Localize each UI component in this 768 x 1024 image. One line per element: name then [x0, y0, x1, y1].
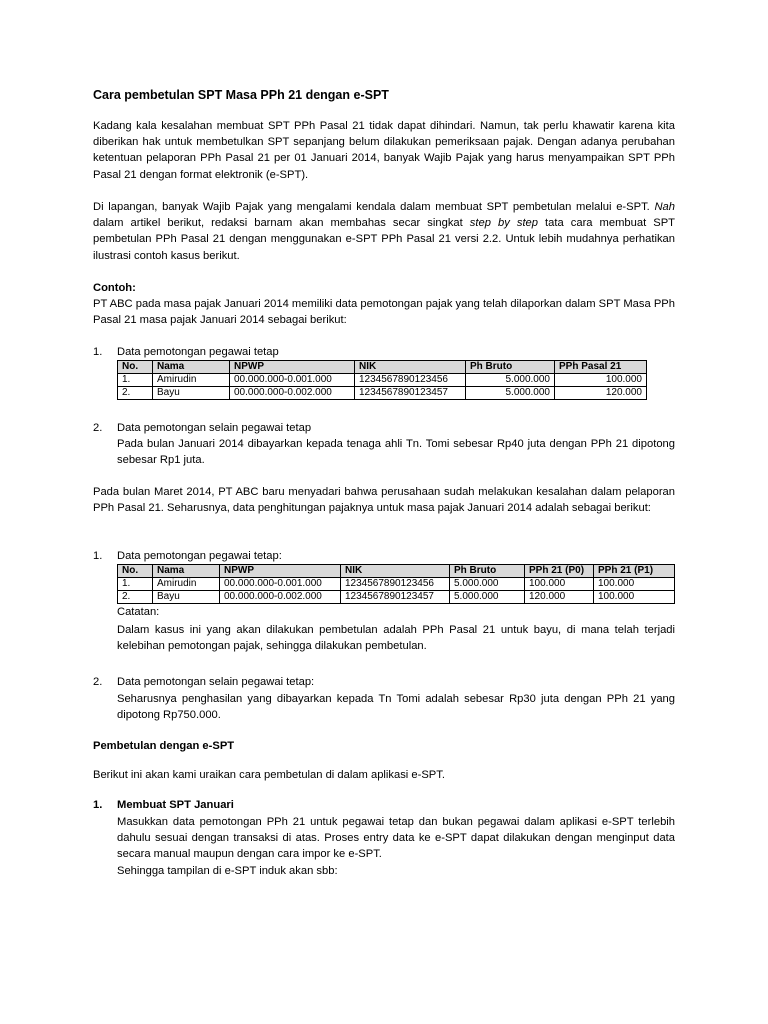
list1-item2-label: Data pemotongan selain pegawai tetap [117, 422, 312, 434]
catatan-label: Catatan: [117, 606, 160, 618]
lapangan-text-c: tata cara membuat SPT pembetulan PPh Pasal 21 dengan menggunakan e-SPT PPh Pasal 21 versi 2.2. Untuk lebih mudahnya perhatikan ilustrasi contoh kasus berikut. [93, 217, 675, 262]
list1-item1-label: Data pemotongan pegawai tetap [117, 346, 279, 358]
table-header-cell: PPh Pasal 21 [555, 361, 647, 374]
list1-item1-number: 1. [93, 346, 103, 358]
step1-text: Masukkan data pemotongan PPh 21 untuk pegawai tetap dan bukan pegawai dalam aplikasi e-SPT terlebih dahulu sesuai dengan transaksi di atas. Proses entry data ke e-SPT dapat dilakukan dengan menginput data secara manual maupun dengan cara impor ke e-SPT. [117, 816, 675, 861]
table-cell: 120.000 [555, 387, 647, 400]
table-cell: 00.000.000-0.002.000 [230, 387, 355, 400]
contoh-text: PT ABC pada masa pajak Januari 2014 memiliki data pemotongan pajak yang telah dilaporkan dalam SPT Masa PPh Pasal 21 masa pajak Januari 2014 sebagai berikut: [93, 298, 675, 327]
table-cell: 100.000 [525, 578, 594, 591]
list1-item2-text: Pada bulan Januari 2014 dibayarkan kepada tenaga ahli Tn. Tomi sebesar Rp40 juta dengan PPh 21 dipotong sebesar Rp1 juta. [117, 438, 675, 467]
step1-number: 1. [93, 799, 103, 811]
table-cell: 5.000.000 [450, 578, 525, 591]
table-cell: 1234567890123457 [355, 387, 466, 400]
table-cell: 1234567890123457 [341, 591, 450, 604]
list2-item2-number: 2. [93, 676, 103, 688]
list2-item2-text: Seharusnya penghasilan yang dibayarkan kepada Tn Tomi adalah sebesar Rp30 juta dengan PPh 21 yang dipotong Rp750.000. [117, 693, 675, 722]
list2-item1-number: 1. [93, 550, 103, 562]
table-cell: 00.000.000-0.001.000 [220, 578, 341, 591]
intro-paragraph: Kadang kala kesalahan membuat SPT PPh Pasal 21 tidak dapat dihindari. Namun, tak perlu khawatir karena kita diberikan hak untuk membetulkan SPT sepanjang belum dilakukan pemeriksaan pajak. Dengan adanya perubahan ketentuan pelaporan PPh Pasal 21 per 01 Januari 2014, banyak Wajib Pajak yang harus menyampaikan SPT PPh Pasal 21 dengan format elektronik (e-SPT). [93, 120, 675, 181]
table-cell: 5.000.000 [466, 387, 555, 400]
table-cell: 100.000 [594, 578, 675, 591]
step1-title: Membuat SPT Januari [117, 799, 234, 811]
maret-paragraph: Pada bulan Maret 2014, PT ABC baru menyadari bahwa perusahaan sudah melakukan kesalahan dalam pelaporan PPh Pasal 21. Seharusnya, data penghitungan pajaknya untuk masa pajak Januari 2014 adalah sebagai berikut: [93, 486, 675, 515]
step1-text-2: Sehingga tampilan di e-SPT induk akan sbb: [117, 865, 338, 877]
table-cell: Amirudin [153, 374, 230, 387]
table-header-cell: PPh 21 (P0) [525, 565, 594, 578]
contoh-label: Contoh: [93, 282, 136, 294]
list1-item2-number: 2. [93, 422, 103, 434]
table-cell: 5.000.000 [450, 591, 525, 604]
table-header-cell: NPWP [230, 361, 355, 374]
table-header-cell: Nama [153, 565, 220, 578]
lapangan-text-a: Di lapangan, banyak Wajib Pajak yang mengalami kendala dalam membuat SPT pembetulan melalui e-SPT. [93, 201, 655, 213]
section-heading: Pembetulan dengan e-SPT [93, 740, 235, 752]
table-cell: Amirudin [153, 578, 220, 591]
table-header-cell: Ph Bruto [466, 361, 555, 374]
list2-item2-label: Data pemotongan selain pegawai tetap: [117, 676, 315, 688]
table-row [118, 578, 675, 591]
table-header-cell: No. [118, 565, 153, 578]
document-title: Cara pembetulan SPT Masa PPh 21 dengan e-SPT [93, 88, 389, 102]
table-header-row [118, 361, 647, 374]
table-row [118, 591, 675, 604]
table-header-cell: NIK [355, 361, 466, 374]
table-cell: 1. [118, 578, 153, 591]
lapangan-text-b: dalam artikel berikut, redaksi barnam akan membahas secar singkat [93, 217, 470, 230]
table-cell: Bayu [153, 387, 230, 400]
table-corrected-data [117, 564, 675, 604]
catatan-text: Dalam kasus ini yang akan dilakukan pembetulan adalah PPh Pasal 21 untuk bayu, di mana telah terjadi kelebihan pemotongan pajak, sehingga dilakukan pembetulan. [117, 624, 675, 653]
table-row [118, 374, 647, 387]
table-cell: 2. [118, 591, 153, 604]
table-cell: 00.000.000-0.001.000 [230, 374, 355, 387]
lapangan-paragraph [93, 199, 675, 264]
table-cell: 1234567890123456 [355, 374, 466, 387]
table-cell: 1. [118, 374, 153, 387]
list2-item1-label: Data pemotongan pegawai tetap: [117, 550, 282, 562]
table-header-cell: Ph Bruto [450, 565, 525, 578]
table-header-row [118, 565, 675, 578]
table-cell: 100.000 [594, 591, 675, 604]
table-cell: 5.000.000 [466, 374, 555, 387]
table-cell: 00.000.000-0.002.000 [220, 591, 341, 604]
table-header-cell: Nama [153, 361, 230, 374]
table-header-cell: NPWP [220, 565, 341, 578]
table-header-cell: NIK [341, 565, 450, 578]
section-intro: Berikut ini akan kami uraikan cara pembetulan di dalam aplikasi e-SPT. [93, 769, 445, 781]
table-cell: 1234567890123456 [341, 578, 450, 591]
table-cell: Bayu [153, 591, 220, 604]
table-header-cell: PPh 21 (P1) [594, 565, 675, 578]
table-cell: 100.000 [555, 374, 647, 387]
table-header-cell: No. [118, 361, 153, 374]
table-cell: 2. [118, 387, 153, 400]
step-by-step-emphasis: step by step [469, 217, 538, 230]
nah-emphasis: Nah [654, 201, 675, 213]
table-cell: 120.000 [525, 591, 594, 604]
table-row [118, 387, 647, 400]
table-reported-data [117, 360, 647, 400]
